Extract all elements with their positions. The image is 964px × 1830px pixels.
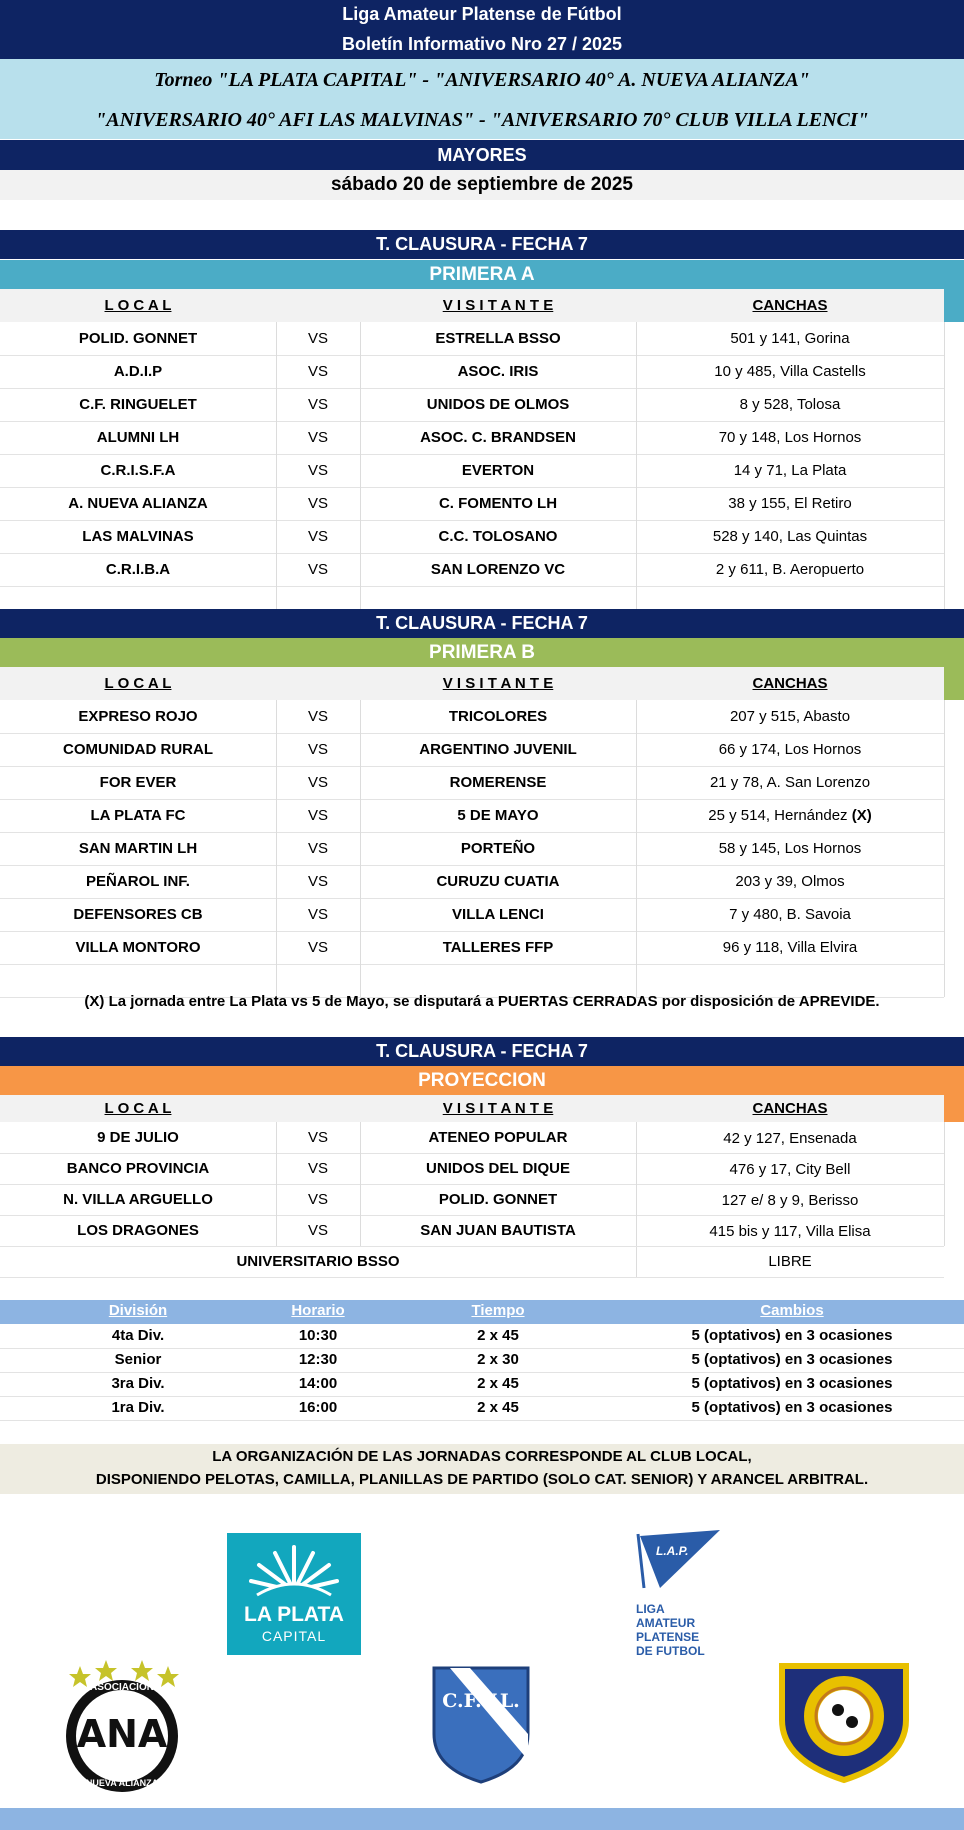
organization-line-1: LA ORGANIZACIÓN DE LAS JORNADAS CORRESPONDE AL CLUB LOCAL, [212, 1448, 752, 1465]
ana-bottom-text: NUEVA ALIANZA [85, 1778, 159, 1788]
match-row [0, 832, 944, 866]
local-team: POLID. GONNET [78, 330, 198, 347]
field-address [636, 487, 944, 520]
field-address [636, 1122, 944, 1153]
field-address [636, 388, 944, 421]
local-team: C.R.I.B.A [105, 561, 171, 578]
lap-logo [630, 1530, 750, 1660]
match-row [0, 799, 944, 833]
column-divider [276, 322, 277, 619]
local-team: LA PLATA FC [90, 807, 186, 824]
field-address-text: 42 y 127, Ensenada [723, 1130, 857, 1147]
villa-lenci-logo [430, 1664, 532, 1786]
ana-top-text: ASOCIACION [90, 1682, 154, 1693]
schedule-cell: Senior [114, 1351, 162, 1368]
column-divider [360, 322, 361, 619]
vs-label: VS [307, 1129, 328, 1146]
field-address [636, 553, 944, 586]
field-address [636, 700, 944, 733]
shield-icon [430, 1664, 532, 1786]
field-address [636, 1215, 944, 1246]
local-team: PEÑAROL INF. [86, 873, 190, 890]
nueva-alianza-logo [60, 1658, 188, 1788]
match-row [0, 931, 944, 965]
match-row [0, 487, 944, 521]
vs-label: VS [307, 396, 328, 413]
vs-label: VS [307, 462, 328, 479]
visiting-team: TRICOLORES [448, 708, 548, 725]
las-malvinas-logo [778, 1660, 910, 1784]
schedule-cell: 3ra Div. [111, 1375, 165, 1392]
bulletin-number: Boletín Informativo Nro 27 / 2025 [0, 29, 964, 59]
field-address-text: 501 y 141, Gorina [730, 330, 850, 347]
match-row [0, 700, 944, 734]
visiting-team: C.C. TOLOSANO [438, 528, 558, 545]
local-team: DEFENSORES CB [73, 906, 203, 923]
vs-label: VS [307, 939, 328, 956]
schedule-cell: 5 (optativos) en 3 ocasiones [691, 1399, 893, 1416]
local-team: FOR EVER [99, 774, 177, 791]
lap-text-3: PLATENSE [636, 1630, 700, 1644]
vs-label: VS [307, 873, 328, 890]
category-title: MAYORES [0, 140, 964, 170]
col-local: L O C A L [104, 297, 172, 314]
field-address-text: 127 e/ 8 y 9, Berisso [721, 1192, 859, 1209]
column-divider [360, 1122, 361, 1246]
visiting-team: ROMERENSE [449, 774, 547, 791]
vs-label: VS [307, 1222, 328, 1239]
bye-label: LIBRE [768, 1253, 812, 1270]
vs-label: VS [307, 906, 328, 923]
visiting-team: VILLA LENCI [452, 906, 544, 923]
visiting-team: POLID. GONNET [438, 1191, 558, 1208]
tournament-line-2: "ANIVERSARIO 40° AFI LAS MALVINAS" - "ANIVERSARIO 70° CLUB VILLA LENCI" [0, 101, 964, 139]
organization-box [0, 1444, 964, 1494]
schedule-cell: 5 (optativos) en 3 ocasiones [691, 1375, 893, 1392]
match-row [0, 553, 944, 587]
local-team: C.R.I.S.F.A [100, 462, 176, 479]
local-team: ALUMNI LH [96, 429, 180, 446]
match-row [0, 1184, 944, 1216]
field-address [636, 421, 944, 454]
field-address [636, 799, 944, 832]
column-divider [636, 1122, 637, 1246]
visiting-team: EVERTON [461, 462, 535, 479]
schedule-row [0, 1372, 964, 1397]
column-divider [276, 700, 277, 997]
local-team: A.D.I.P [113, 363, 163, 380]
match-row [0, 322, 944, 356]
schedule-cell: 16:00 [298, 1399, 338, 1416]
col-local: L O C A L [104, 675, 172, 692]
col-visitante: V I S I T A N T E [442, 297, 554, 314]
visiting-team: CURUZU CUATIA [436, 873, 560, 890]
field-address-text: 25 y 514, Hernández [708, 807, 848, 824]
primera-a-division: PRIMERA A [0, 260, 964, 289]
field-address-text: 528 y 140, Las Quintas [712, 528, 868, 545]
column-divider [360, 700, 361, 997]
organization-line-2: DISPONIENDO PELOTAS, CAMILLA, PLANILLAS DE PARTIDO (SOLO CAT. SENIOR) Y ARANCEL ARBITRAL. [95, 1471, 869, 1488]
proyeccion-round: T. CLAUSURA - FECHA 7 [0, 1037, 964, 1066]
visiting-team: SAN JUAN BAUTISTA [420, 1222, 576, 1239]
vs-label: VS [307, 330, 328, 347]
visiting-team: C. FOMENTO LH [438, 495, 558, 512]
table-right-border [944, 700, 945, 997]
match-row [0, 865, 944, 899]
match-row [0, 355, 944, 389]
vs-label: VS [307, 708, 328, 725]
schedule-cell: 4ta Div. [111, 1327, 165, 1344]
local-team: N. VILLA ARGUELLO [63, 1191, 213, 1208]
match-row [0, 898, 944, 932]
field-address-text: 38 y 155, El Retiro [728, 495, 852, 512]
visiting-team: PORTEÑO [460, 840, 536, 857]
primera-b-note: (X) La jornada entre La Plata vs 5 de Mayo, se disputará a PUERTAS CERRADAS por disposición de APREVIDE. [84, 993, 880, 1010]
field-address [636, 865, 944, 898]
visiting-team: ESTRELLA BSSO [435, 330, 561, 347]
field-address [636, 766, 944, 799]
col-canchas: CANCHAS [752, 1100, 828, 1117]
column-divider [636, 700, 637, 997]
visiting-team: UNIDOS DE OLMOS [426, 396, 570, 413]
schedule-cell: 2 x 30 [477, 1351, 519, 1368]
sched-col-horario: Horario [291, 1302, 345, 1319]
local-team: C.F. RINGUELET [79, 396, 197, 413]
match-row [0, 388, 944, 422]
col-visitante: V I S I T A N T E [442, 1100, 554, 1117]
field-address-text: 7 y 480, B. Savoia [729, 906, 851, 923]
column-divider [276, 1122, 277, 1246]
field-address-text: 58 y 145, Los Hornos [718, 840, 862, 857]
schedule-header [0, 1300, 964, 1324]
match-row [0, 454, 944, 488]
table-right-border [944, 322, 945, 619]
proyeccion-division: PROYECCION [0, 1066, 964, 1095]
visiting-team: 5 DE MAYO [457, 807, 539, 824]
match-row [0, 766, 944, 800]
visiting-team: ATENEO POPULAR [428, 1129, 568, 1146]
schedule-cell: 10:30 [298, 1327, 338, 1344]
schedule-cell: 5 (optativos) en 3 ocasiones [691, 1351, 893, 1368]
local-team: EXPRESO ROJO [78, 708, 198, 725]
bye-row [0, 1247, 944, 1278]
cfvl-text: C.F.V.L. [442, 1690, 520, 1712]
sched-col-division: División [108, 1302, 168, 1319]
footer-band [0, 1808, 964, 1830]
visiting-team: UNIDOS DEL DIQUE [426, 1160, 570, 1177]
field-address [636, 1184, 944, 1215]
primera-a-round: T. CLAUSURA - FECHA 7 [0, 230, 964, 259]
sunrise-icon [227, 1533, 361, 1603]
col-canchas: CANCHAS [752, 675, 828, 692]
field-address-text: 2 y 611, B. Aeropuerto [715, 561, 865, 578]
field-address [636, 931, 944, 964]
lap-flag-text: L.A.P. [656, 1544, 689, 1558]
match-row [0, 421, 944, 455]
match-date: sábado 20 de septiembre de 2025 [0, 170, 964, 200]
field-address [636, 733, 944, 766]
col-canchas: CANCHAS [752, 297, 828, 314]
field-address-text: 21 y 78, A. San Lorenzo [709, 774, 871, 791]
vs-label: VS [307, 1160, 328, 1177]
table-right-border [944, 1122, 945, 1246]
pennant-icon [630, 1530, 730, 1590]
la-plata-title: LA PLATA [244, 1603, 344, 1626]
schedule-cell: 12:30 [298, 1351, 338, 1368]
column-divider [636, 322, 637, 619]
field-address [636, 898, 944, 931]
field-address [636, 322, 944, 355]
visiting-team: SAN LORENZO VC [430, 561, 566, 578]
local-team: LAS MALVINAS [82, 528, 194, 545]
proyeccion-header [0, 1095, 944, 1122]
schedule-cell: 1ra Div. [111, 1399, 165, 1416]
primera-b-header [0, 667, 944, 700]
primera-a-header [0, 289, 944, 322]
ana-letters: ANA [76, 1712, 168, 1756]
match-row [0, 1215, 944, 1247]
match-row [0, 1122, 944, 1154]
field-address-text: 8 y 528, Tolosa [739, 396, 841, 413]
vs-label: VS [307, 774, 328, 791]
local-team: LOS DRAGONES [77, 1222, 199, 1239]
proyeccion-accent [944, 1095, 964, 1122]
field-address [636, 454, 944, 487]
malvinas-ring-text [778, 1660, 779, 1661]
local-team: COMUNIDAD RURAL [63, 741, 213, 758]
local-team: BANCO PROVINCIA [66, 1160, 210, 1177]
local-team: VILLA MONTORO [75, 939, 201, 956]
field-address-text: 476 y 17, City Bell [729, 1161, 851, 1178]
match-row [0, 1153, 944, 1185]
vs-label: VS [307, 840, 328, 857]
bye-divider [636, 1247, 637, 1277]
col-visitante: V I S I T A N T E [442, 675, 554, 692]
vs-label: VS [307, 429, 328, 446]
schedule-cell: 14:00 [298, 1375, 338, 1392]
bye-team: UNIVERSITARIO BSSO [236, 1253, 400, 1270]
field-address-text: 96 y 118, Villa Elvira [722, 939, 858, 956]
ana-badge [66, 1680, 178, 1792]
schedule-cell: 5 (optativos) en 3 ocasiones [691, 1327, 893, 1344]
field-address-text: 207 y 515, Abasto [729, 708, 851, 725]
local-team: A. NUEVA ALIANZA [68, 495, 208, 512]
field-address-text: 70 y 148, Los Hornos [718, 429, 862, 446]
vs-label: VS [307, 1191, 328, 1208]
local-team: SAN MARTIN LH [78, 840, 198, 857]
schedule-cell: 2 x 45 [477, 1399, 519, 1416]
la-plata-subtitle: CAPITAL [261, 1628, 327, 1644]
field-address [636, 520, 944, 553]
lap-text-4: DE FUTBOL [636, 1644, 705, 1658]
visiting-team: ASOC. C. BRANDSEN [420, 429, 576, 446]
schedule-row [0, 1324, 964, 1349]
lap-text-1: LIGA [636, 1602, 665, 1616]
lap-text-2: AMATEUR [636, 1616, 696, 1630]
match-row [0, 520, 944, 554]
schedule-cell: 2 x 45 [477, 1375, 519, 1392]
vs-label: VS [307, 363, 328, 380]
primera-b-round: T. CLAUSURA - FECHA 7 [0, 609, 964, 638]
match-row [0, 733, 944, 767]
primera-b-accent [944, 667, 964, 700]
field-address-text: 203 y 39, Olmos [735, 873, 845, 890]
schedule-row [0, 1348, 964, 1373]
vs-label: VS [307, 495, 328, 512]
schedule-row [0, 1396, 964, 1421]
primera-a-accent [944, 289, 964, 322]
field-address [636, 355, 944, 388]
closed-doors-mark: (X) [851, 807, 872, 824]
malvinas-shield-icon [778, 1660, 910, 1784]
field-address-text: 14 y 71, La Plata [733, 462, 847, 479]
visiting-team: ASOC. IRIS [457, 363, 539, 380]
field-address [636, 1153, 944, 1184]
lap-text [636, 1602, 705, 1658]
visiting-team: TALLERES FFP [442, 939, 554, 956]
la-plata-capital-logo [227, 1533, 361, 1655]
vs-label: VS [307, 561, 328, 578]
primera-b-division: PRIMERA B [0, 638, 964, 667]
field-address-text: 415 bis y 117, Villa Elisa [709, 1223, 871, 1240]
vs-label: VS [307, 528, 328, 545]
league-title: Liga Amateur Platense de Fútbol [0, 0, 964, 29]
visiting-team: ARGENTINO JUVENIL [419, 741, 577, 758]
local-team: 9 DE JULIO [97, 1129, 179, 1146]
col-local: L O C A L [104, 1100, 172, 1117]
vs-label: VS [307, 741, 328, 758]
field-address-text: 66 y 174, Los Hornos [718, 741, 862, 758]
sched-col-cambios: Cambios [760, 1302, 824, 1319]
field-address [636, 832, 944, 865]
field-address-text: 10 y 485, Villa Castells [714, 363, 866, 380]
tournament-line-1: Torneo "LA PLATA CAPITAL" - "ANIVERSARIO 40° A. NUEVA ALIANZA" [0, 59, 964, 101]
vs-label: VS [307, 807, 328, 824]
schedule-cell: 2 x 45 [477, 1327, 519, 1344]
sched-col-tiempo: Tiempo [471, 1302, 525, 1319]
